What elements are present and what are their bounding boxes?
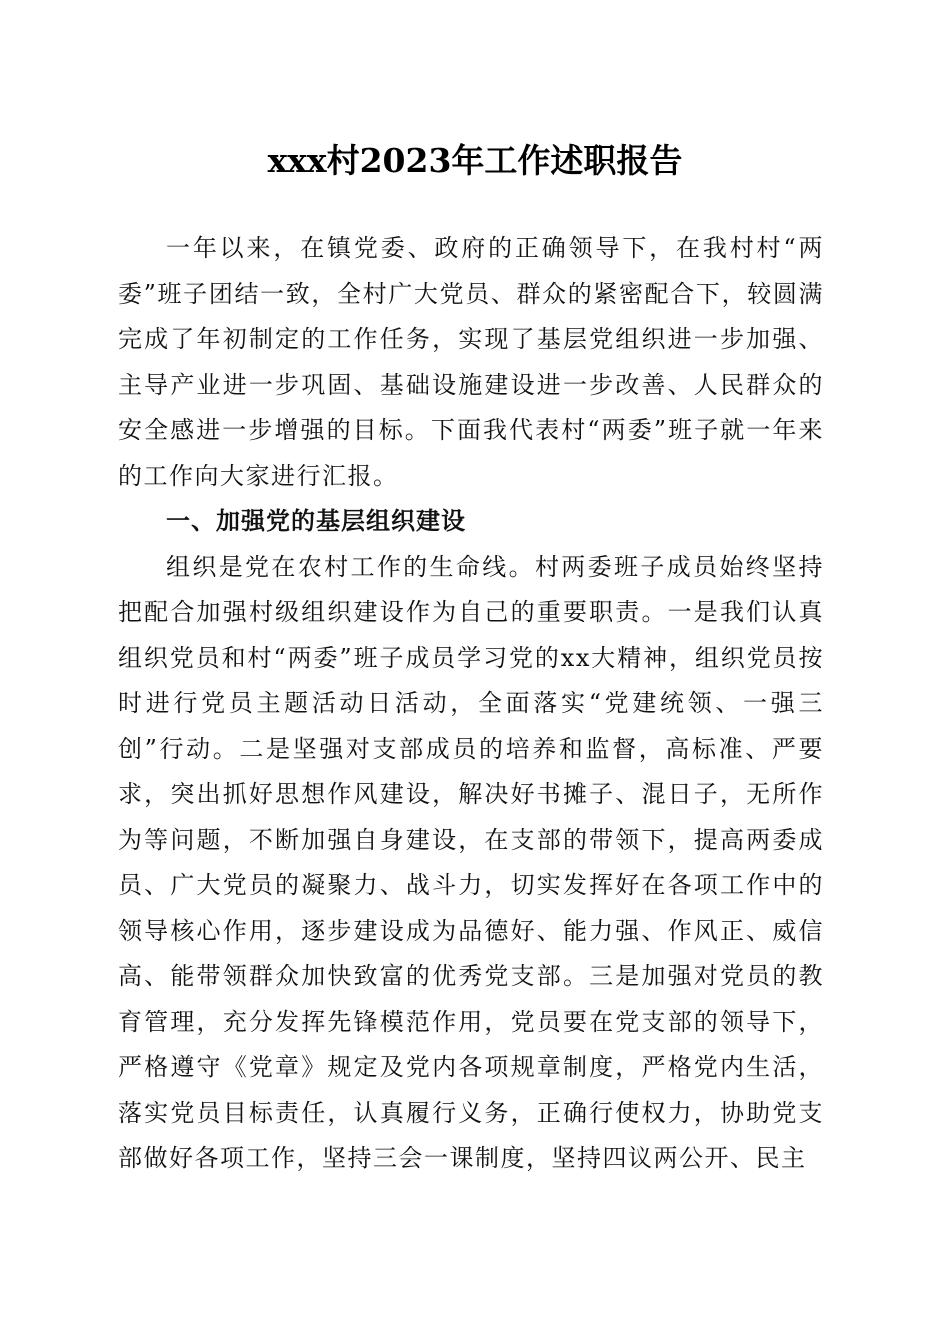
document-title: xxx村2023年工作述职报告	[267, 141, 683, 180]
document-body	[118, 226, 824, 1182]
section-1-paragraph: 组织是党在农村工作的生命线。村两委班子成员始终坚持把配合加强村级组织建设作为自己的重要职责。一是我们认真组织党员和村“两委”班子成员学习党的xx大精神，组织党员按时进行党员主题活动日活动，全面落实“党建统领、一强三创”行动。二是坚强对支部成员的培养和监督，高标准、严要求，突出抓好思想作风建设，解决好书摊子、混日子，无所作为等问题，不断加强自身建设，在支部的带领下，提高两委成员、广大党员的凝聚力、战斗力，切实发挥好在各项工作中的领导核心作用，逐步建设成为品德好、能力强、作风正、威信高、能带领群众加快致富的优秀党支部。三是加强对党员的教育管理，充分发挥先锋模范作用，党员要在党支部的领导下，严格遵守《党章》规定及党内各项规章制度，严格党内生活，落实党员目标责任，认真履行义务，正确行使权力，协助党支部做好各项工作，坚持三会一课制度，坚持四议两公开、民主	[118, 552, 824, 1172]
intro-paragraph: 一年以来，在镇党委、政府的正确领导下，在我村村“两委”班子团结一致，全村广大党员、群众的紧密配合下，较圆满完成了年初制定的工作任务，实现了基层党组织进一步加强、主导产业进一步巩固、基础设施建设进一步改善、人民群众的安全感进一步增强的目标。下面我代表村“两委”班子就一年来的工作向大家进行汇报。	[118, 234, 824, 490]
section-heading-1: 一、加强党的基层组织建设	[166, 507, 466, 535]
